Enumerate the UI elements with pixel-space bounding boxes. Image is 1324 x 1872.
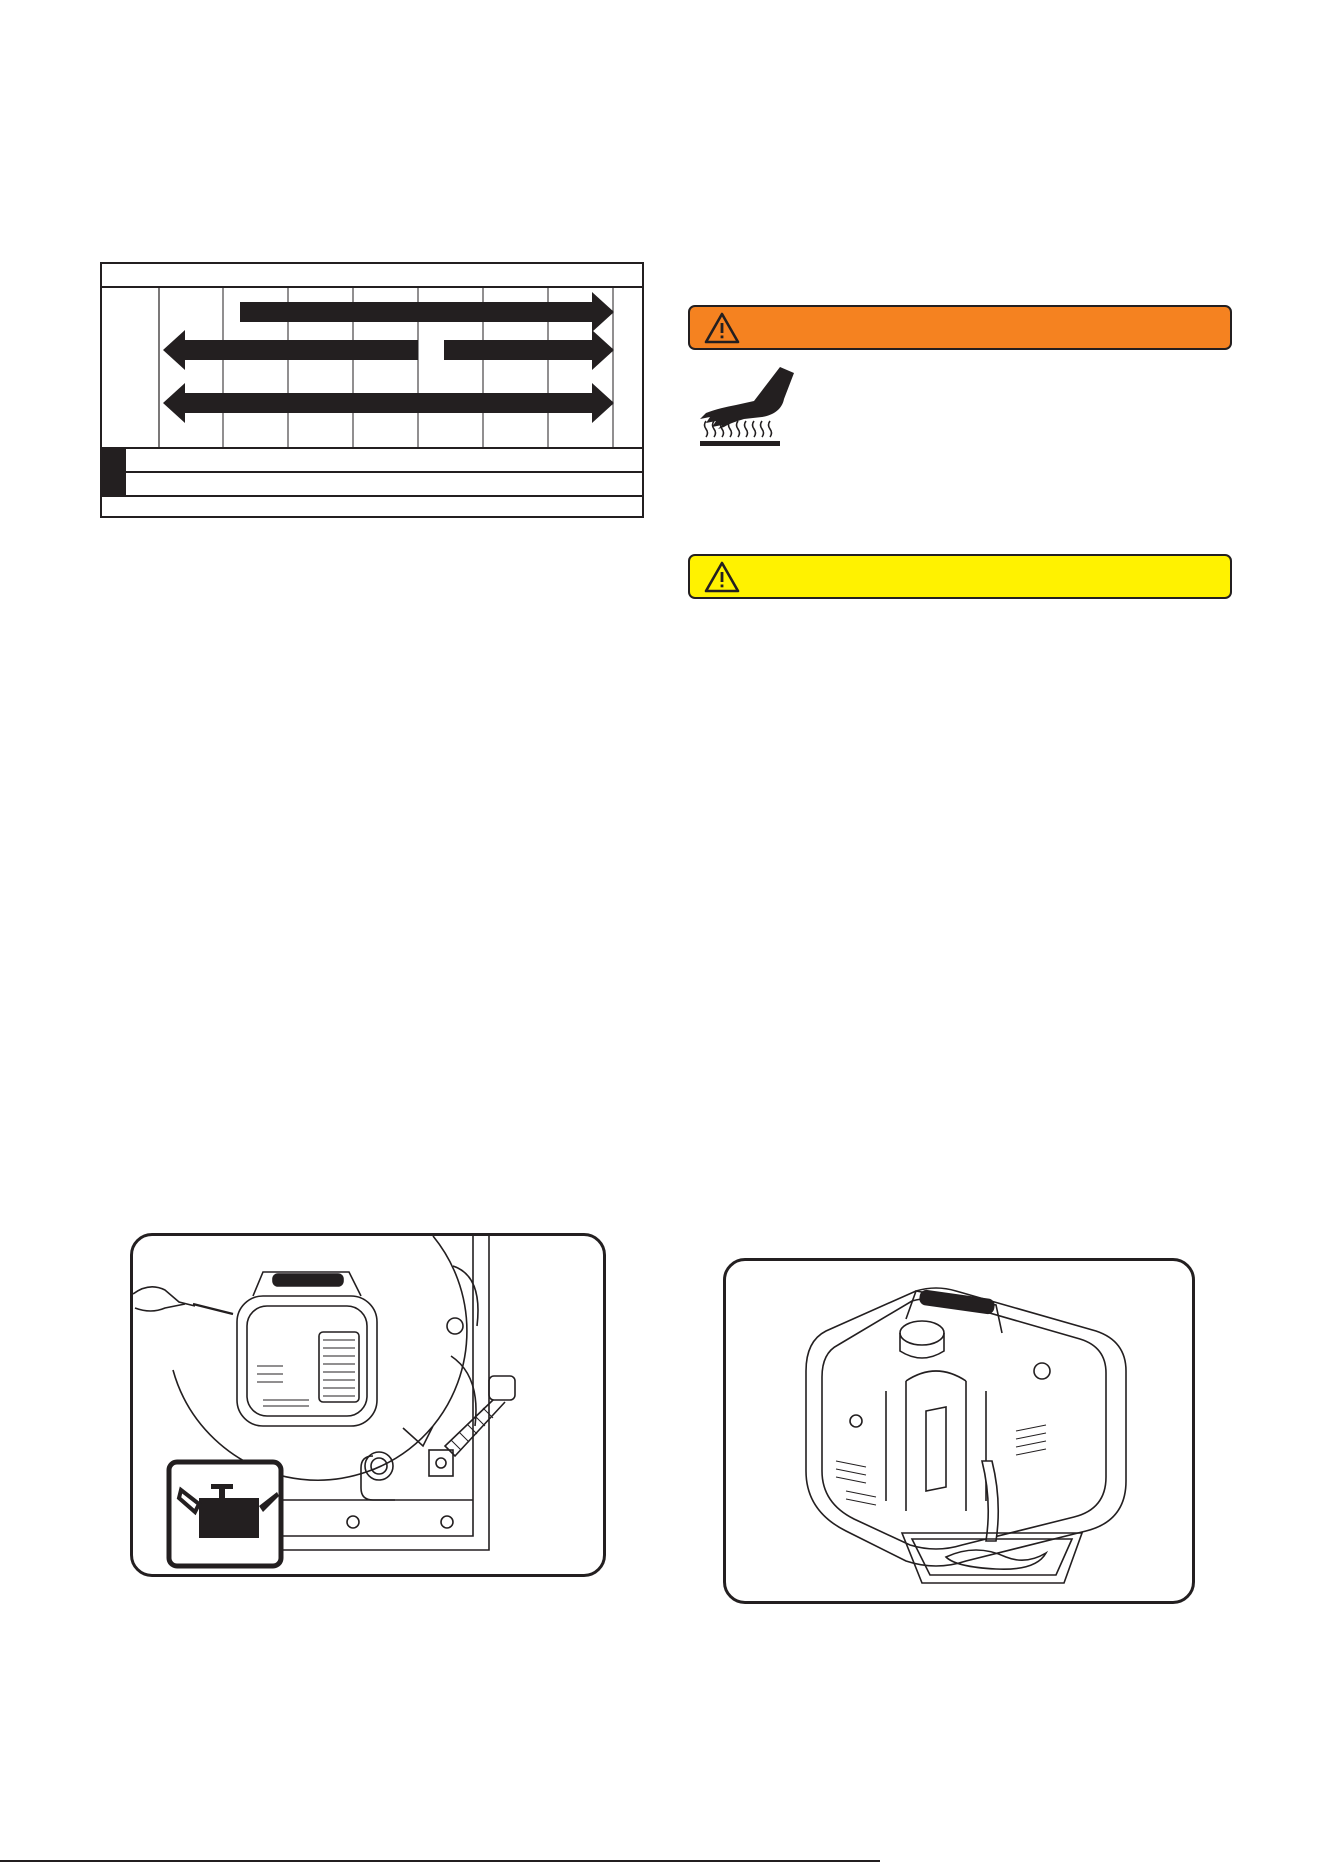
warning-triangle-icon — [704, 561, 740, 593]
warning-banner — [688, 305, 1232, 350]
oil-fill-illustration — [133, 1236, 603, 1574]
oil-drain-illustration — [726, 1261, 1192, 1601]
viscosity-arrow-2a — [163, 330, 418, 370]
oil-fill-figure — [130, 1233, 606, 1577]
viscosity-arrow-1 — [240, 292, 614, 332]
oil-viscosity-chart-graphic — [102, 264, 642, 516]
warning-triangle-icon — [704, 312, 740, 344]
caution-banner — [688, 554, 1232, 599]
viscosity-arrow-3 — [163, 383, 614, 423]
hot-surface-hand-icon — [692, 365, 802, 457]
temperature-row-marker — [102, 448, 126, 496]
page-footer-rule — [0, 1860, 880, 1862]
oil-viscosity-chart — [100, 262, 644, 518]
viscosity-arrow-2b — [444, 330, 614, 370]
oil-drain-figure — [723, 1258, 1195, 1604]
